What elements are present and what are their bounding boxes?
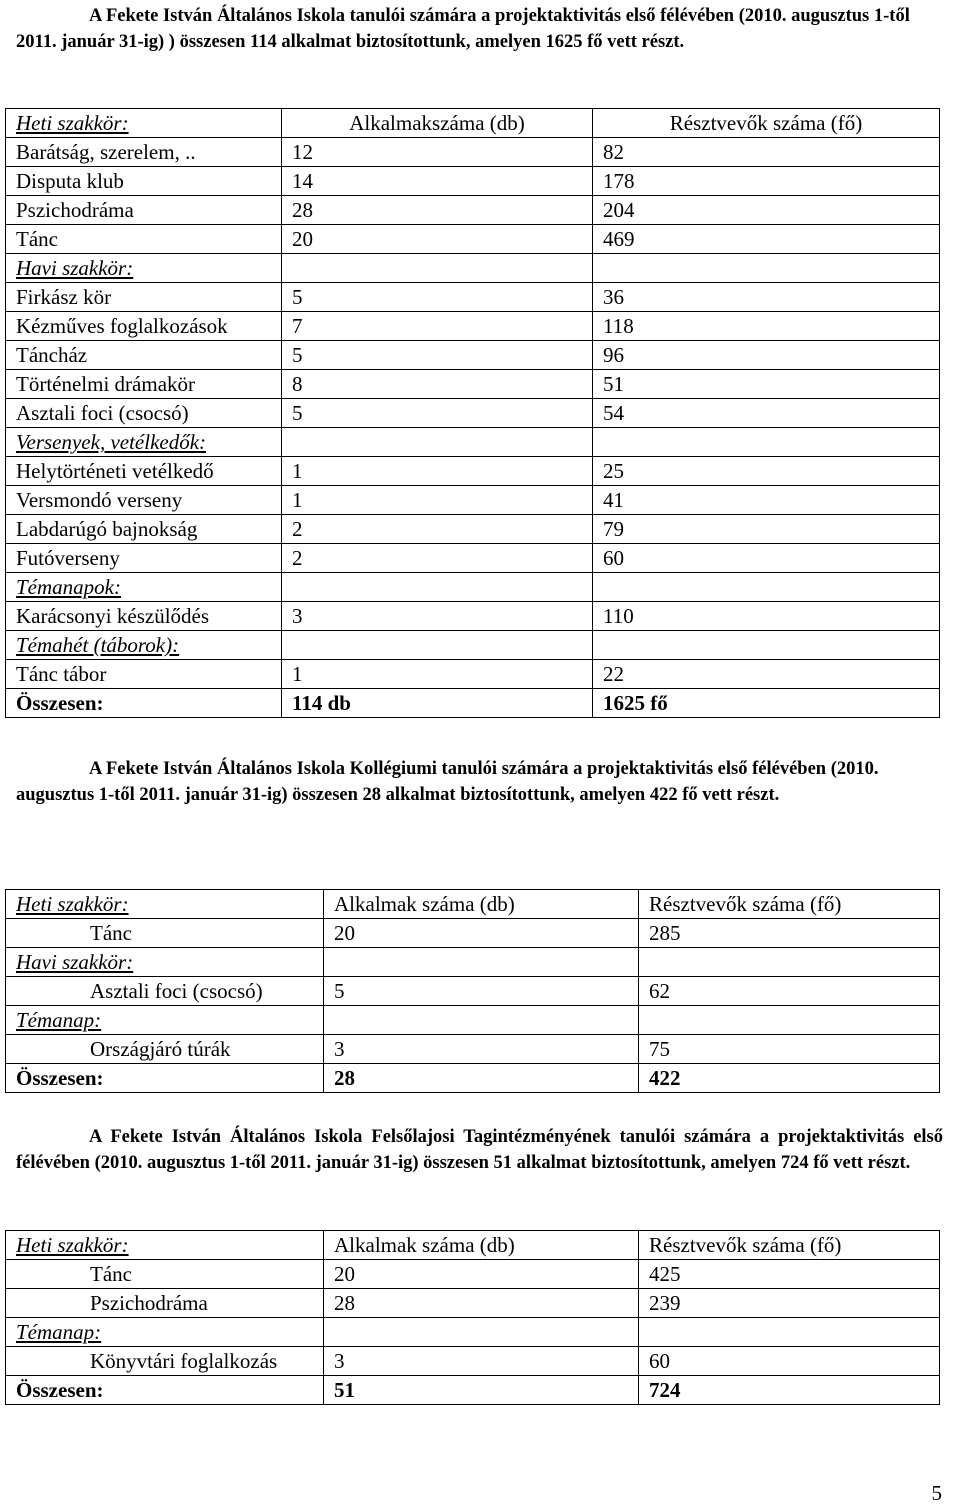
activity-name: Tánc xyxy=(6,1260,324,1289)
section-row xyxy=(6,254,940,283)
participants-count: 75 xyxy=(639,1035,940,1064)
total-participants: 1625 fő xyxy=(593,689,940,718)
occasions-count: 28 xyxy=(282,196,593,225)
table-row xyxy=(6,919,940,948)
table-row xyxy=(6,167,940,196)
participants-count: 178 xyxy=(593,167,940,196)
occasions-count: 2 xyxy=(282,544,593,573)
activity-name: Táncház xyxy=(6,341,282,370)
header-cell: Résztvevők száma (fő) xyxy=(639,890,940,919)
intro-paragraph-2: A Fekete István Általános Iskola Kollégiumi tanulói számára a projektaktivitás első félévében (2010. augusztus 1-től 2011. január 31-ig) összesen 28 alkalmat biztosítottunk, amelyen 422 fő vett részt. xyxy=(16,759,879,805)
intro-paragraph-3: A Fekete István Általános Iskola Felsőlajosi Tagintézményének tanulói számára a projektaktivitás első félévében (2010. augusztus 1-től 2011. január 31-ig) összesen 51 alkalmat biztosítottunk, amelyen 724 fő vett részt. xyxy=(16,1127,943,1173)
table-row xyxy=(6,341,940,370)
participants-count: 36 xyxy=(593,283,940,312)
table-row xyxy=(6,1347,940,1376)
participants-count: 22 xyxy=(593,660,940,689)
participants-count: 285 xyxy=(639,919,940,948)
activity-name: Karácsonyi készülődés xyxy=(6,602,282,631)
participants-count: 41 xyxy=(593,486,940,515)
participants-count: 79 xyxy=(593,515,940,544)
activity-name: Tánc tábor xyxy=(6,660,282,689)
participants-count: 51 xyxy=(593,370,940,399)
empty-cell xyxy=(282,573,593,602)
activity-name: Firkász kör xyxy=(6,283,282,312)
participants-count: 25 xyxy=(593,457,940,486)
activity-name: Pszichodráma xyxy=(6,1289,324,1318)
table-row xyxy=(6,1289,940,1318)
total-occasions: 51 xyxy=(324,1376,639,1405)
activity-name: Pszichodráma xyxy=(6,196,282,225)
empty-cell xyxy=(639,1318,940,1347)
occasions-count: 3 xyxy=(282,602,593,631)
section-row xyxy=(6,1006,940,1035)
empty-cell xyxy=(639,1006,940,1035)
header-cell: Résztvevők száma (fő) xyxy=(639,1231,940,1260)
activity-name: Disputa klub xyxy=(6,167,282,196)
occasions-count: 1 xyxy=(282,457,593,486)
table-row xyxy=(6,138,940,167)
participants-count: 118 xyxy=(593,312,940,341)
header-cell: Heti szakkör: xyxy=(6,890,324,919)
header-cell: Résztvevők száma (fő) xyxy=(593,109,940,138)
total-row xyxy=(6,1376,940,1405)
activity-name: Helytörténeti vetélkedő xyxy=(6,457,282,486)
participants-count: 96 xyxy=(593,341,940,370)
occasions-count: 5 xyxy=(282,399,593,428)
table-header-row xyxy=(6,109,940,138)
occasions-count: 5 xyxy=(282,341,593,370)
table-row xyxy=(6,196,940,225)
total-label: Összesen: xyxy=(6,1376,324,1405)
total-row xyxy=(6,1064,940,1093)
empty-cell xyxy=(593,428,940,457)
section-label: Témanap: xyxy=(6,1006,324,1035)
section-label: Havi szakkör: xyxy=(6,254,282,283)
occasions-count: 1 xyxy=(282,486,593,515)
occasions-count: 20 xyxy=(324,1260,639,1289)
participants-count: 469 xyxy=(593,225,940,254)
empty-cell xyxy=(593,254,940,283)
table-row xyxy=(6,486,940,515)
section-label: Versenyek, vetélkedők: xyxy=(6,428,282,457)
empty-cell xyxy=(593,631,940,660)
empty-cell xyxy=(282,254,593,283)
participants-count: 239 xyxy=(639,1289,940,1318)
occasions-count: 20 xyxy=(324,919,639,948)
activity-name: Tánc xyxy=(6,919,324,948)
occasions-count: 3 xyxy=(324,1347,639,1376)
section-row xyxy=(6,948,940,977)
total-occasions: 114 db xyxy=(282,689,593,718)
activity-table-main xyxy=(5,108,940,718)
total-row xyxy=(6,689,940,718)
table-header-row xyxy=(6,890,940,919)
participants-count: 60 xyxy=(593,544,940,573)
activity-name: Országjáró túrák xyxy=(6,1035,324,1064)
empty-cell xyxy=(324,948,639,977)
occasions-count: 12 xyxy=(282,138,593,167)
empty-cell xyxy=(324,1318,639,1347)
header-cell: Heti szakkör: xyxy=(6,1231,324,1260)
total-occasions: 28 xyxy=(324,1064,639,1093)
activity-name: Tánc xyxy=(6,225,282,254)
section-label: Havi szakkör: xyxy=(6,948,324,977)
activity-name: Versmondó verseny xyxy=(6,486,282,515)
table-header-row xyxy=(6,1231,940,1260)
section-label: Témahét (táborok): xyxy=(6,631,282,660)
occasions-count: 5 xyxy=(324,977,639,1006)
occasions-count: 1 xyxy=(282,660,593,689)
intro-paragraph-1: A Fekete István Általános Iskola tanulói számára a projektaktivitás első félévében (2010. augusztus 1-től 2011. január 31-ig) ) összesen 114 alkalmat biztosítottunk, amelyen 1625 fő vett részt. xyxy=(16,6,910,52)
empty-cell xyxy=(324,1006,639,1035)
header-cell: Alkalmak száma (db) xyxy=(324,890,639,919)
section-row xyxy=(6,631,940,660)
section-label: Témanapok: xyxy=(6,573,282,602)
activity-name: Asztali foci (csocsó) xyxy=(6,977,324,1006)
occasions-count: 7 xyxy=(282,312,593,341)
activity-name: Barátság, szerelem, .. xyxy=(6,138,282,167)
empty-cell xyxy=(282,428,593,457)
activity-name: Futóverseny xyxy=(6,544,282,573)
table-row xyxy=(6,225,940,254)
total-label: Összesen: xyxy=(6,689,282,718)
activity-name: Könyvtári foglalkozás xyxy=(6,1347,324,1376)
occasions-count: 2 xyxy=(282,515,593,544)
table-row xyxy=(6,1260,940,1289)
activity-name: Történelmi drámakör xyxy=(6,370,282,399)
total-label: Összesen: xyxy=(6,1064,324,1093)
table-row xyxy=(6,977,940,1006)
table-row xyxy=(6,457,940,486)
participants-count: 82 xyxy=(593,138,940,167)
empty-cell xyxy=(639,948,940,977)
occasions-count: 5 xyxy=(282,283,593,312)
activity-table-dormitory xyxy=(5,889,940,1093)
participants-count: 62 xyxy=(639,977,940,1006)
occasions-count: 20 xyxy=(282,225,593,254)
participants-count: 204 xyxy=(593,196,940,225)
header-cell: Alkalmak száma (db) xyxy=(324,1231,639,1260)
table-row xyxy=(6,283,940,312)
header-cell: Alkalmakszáma (db) xyxy=(282,109,593,138)
participants-count: 60 xyxy=(639,1347,940,1376)
participants-count: 425 xyxy=(639,1260,940,1289)
occasions-count: 14 xyxy=(282,167,593,196)
table-row xyxy=(6,544,940,573)
occasions-count: 8 xyxy=(282,370,593,399)
table-row xyxy=(6,515,940,544)
empty-cell xyxy=(282,631,593,660)
empty-cell xyxy=(593,573,940,602)
table-row xyxy=(6,312,940,341)
page-number: 5 xyxy=(931,1481,942,1505)
activity-name: Kézműves foglalkozások xyxy=(6,312,282,341)
table-row xyxy=(6,1035,940,1064)
participants-count: 54 xyxy=(593,399,940,428)
total-participants: 724 xyxy=(639,1376,940,1405)
table-row xyxy=(6,399,940,428)
section-row xyxy=(6,428,940,457)
section-row xyxy=(6,1318,940,1347)
section-label: Témanap: xyxy=(6,1318,324,1347)
activity-table-felsolajos xyxy=(5,1230,940,1405)
table-row xyxy=(6,602,940,631)
activity-name: Labdarúgó bajnokság xyxy=(6,515,282,544)
header-cell: Heti szakkör: xyxy=(6,109,282,138)
table-row xyxy=(6,660,940,689)
participants-count: 110 xyxy=(593,602,940,631)
occasions-count: 28 xyxy=(324,1289,639,1318)
total-participants: 422 xyxy=(639,1064,940,1093)
table-row xyxy=(6,370,940,399)
activity-name: Asztali foci (csocsó) xyxy=(6,399,282,428)
section-row xyxy=(6,573,940,602)
occasions-count: 3 xyxy=(324,1035,639,1064)
